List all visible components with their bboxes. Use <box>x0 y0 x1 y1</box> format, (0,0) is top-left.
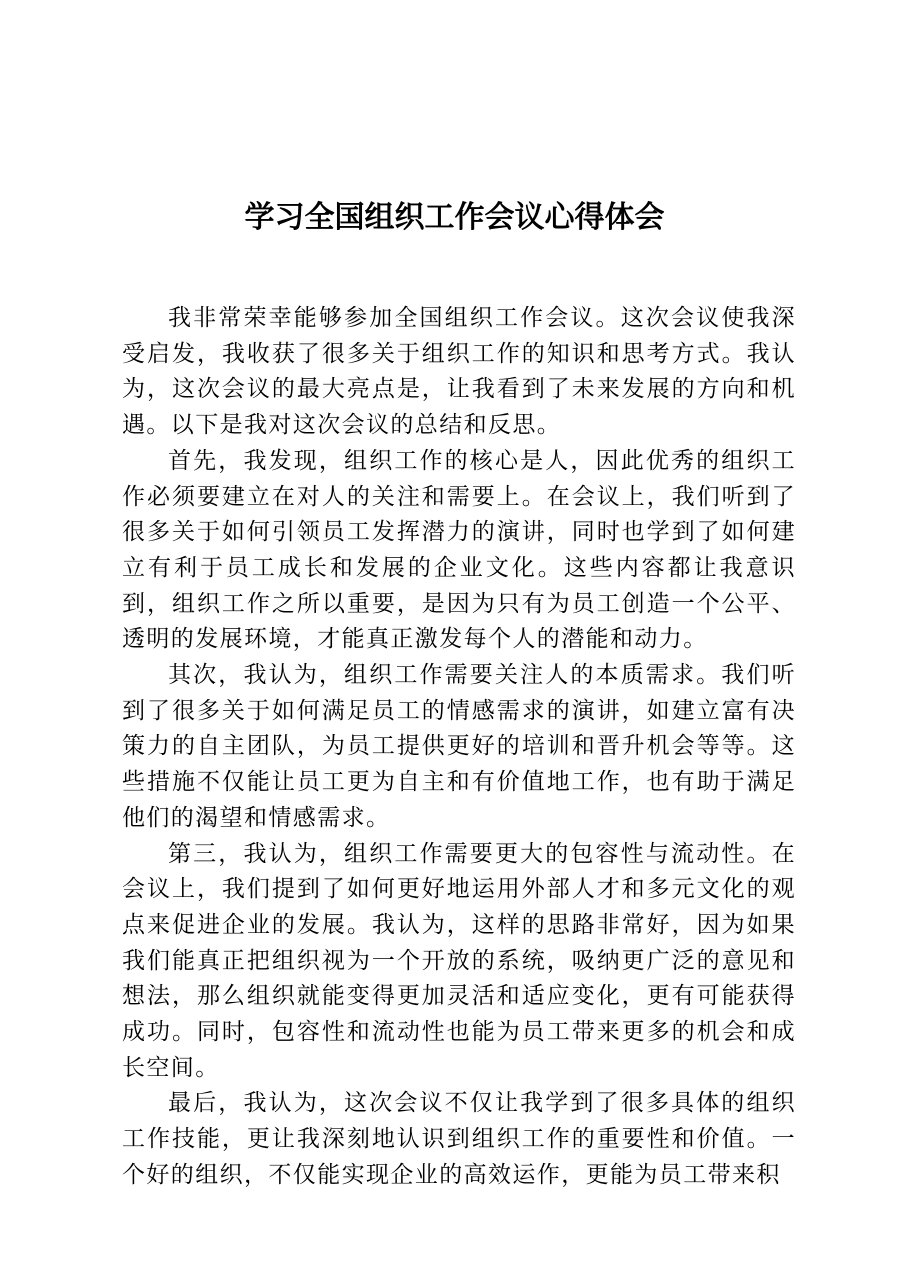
paragraph: 我非常荣幸能够参加全国组织工作会议。这次会议使我深受启发，我收获了很多关于组织工作的知识和思考方式。我认为，这次会议的最大亮点是，让我看到了未来发展的方向和机遇。以下是我对这次会议的总结和反思。 <box>122 305 796 439</box>
document-title: 学习全国组织工作会议心得体会 <box>244 200 665 235</box>
paragraph: 首先，我发现，组织工作的核心是人，因此优秀的组织工作必须要建立在对人的关注和需要上。在会议上，我们听到了很多关于如何引领员工发挥潜力的演讲，同时也学到了如何建立有利于员工成长和发展的企业文化。这些内容都让我意识到，组织工作之所以重要，是因为只有为员工创造一个公平、透明的发展环境，才能真正激发每个人的潜能和动力。 <box>122 447 796 653</box>
paragraph: 最后，我认为，这次会议不仅让我学到了很多具体的组织工作技能，更让我深刻地认识到组织工作的重要性和价值。一个好的组织，不仅能实现企业的高效运作，更能为员工带来积 <box>122 1090 796 1188</box>
paragraph: 第三，我认为，组织工作需要更大的包容性与流动性。在会议上，我们提到了如何更好地运用外部人才和多元文化的观点来促进企业的发展。我认为，这样的思路非常好，因为如果我们能真正把组织视为一个开放的系统，吸纳更广泛的意见和想法，那么组织就能变得更加灵活和适应变化，更有可能获得成功。同时，包容性和流动性也能为员工带来更多的机会和成长空间。 <box>122 840 796 1081</box>
paragraph: 其次，我认为，组织工作需要关注人的本质需求。我们听到了很多关于如何满足员工的情感需求的演讲，如建立富有决策力的自主团队，为员工提供更好的培训和晋升机会等等。这些措施不仅能让员工更为自主和有价值地工作，也有助于满足他们的渴望和情感需求。 <box>122 662 796 831</box>
document-body <box>122 301 796 1194</box>
